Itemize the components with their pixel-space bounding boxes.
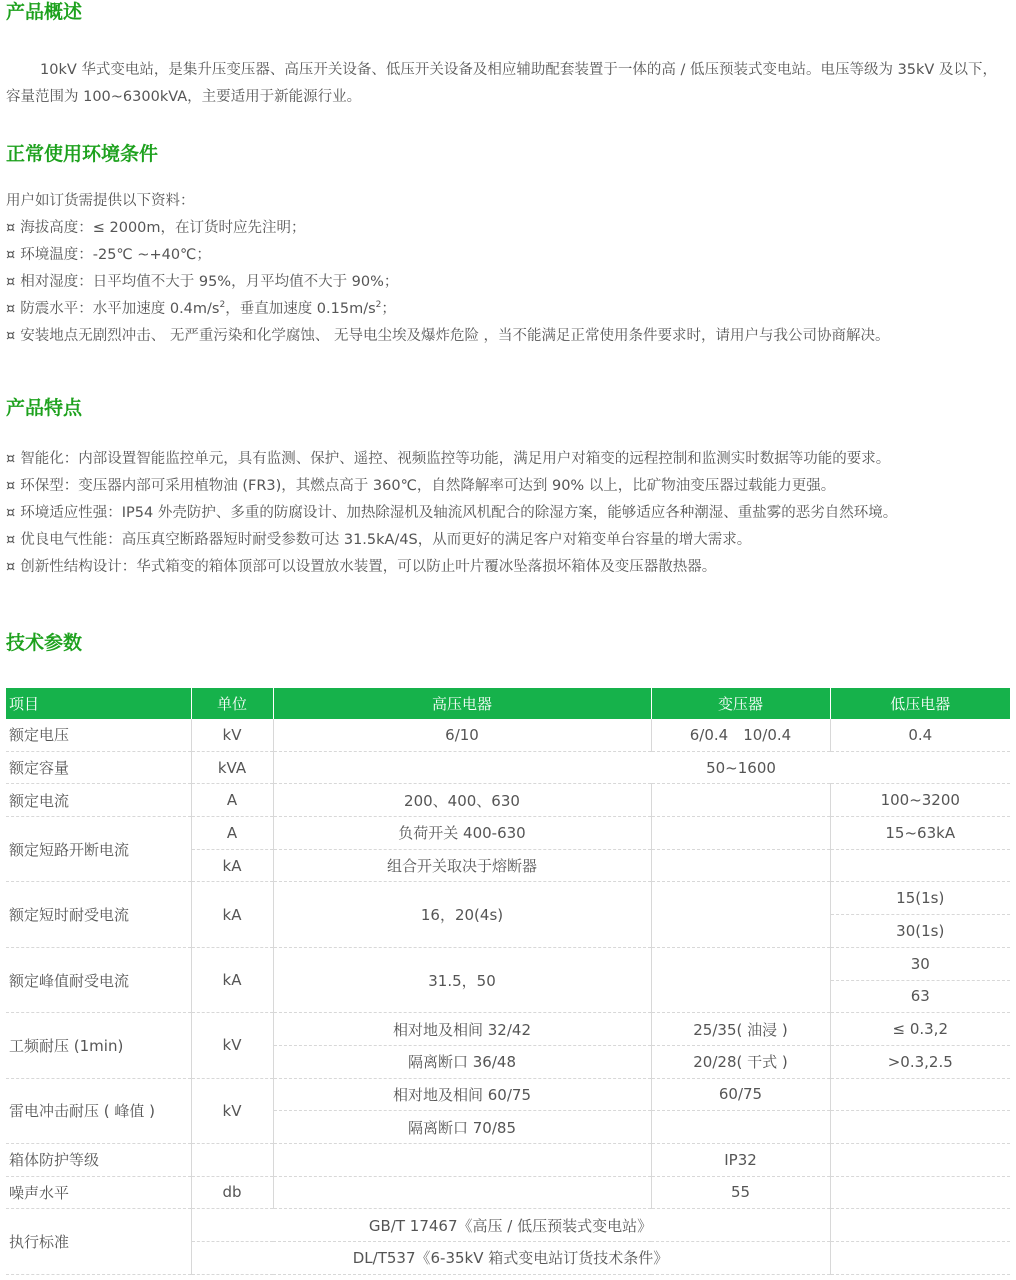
- row-item: 工频耐压 (1min): [6, 1013, 191, 1078]
- row-transformer: IP32: [651, 1143, 830, 1176]
- row-lv: [830, 1176, 1010, 1209]
- bullet-icon: ¤: [6, 274, 16, 290]
- bullet-icon: ¤: [6, 532, 16, 548]
- row-item: 额定容量: [6, 751, 191, 784]
- row-unit: kV: [191, 1013, 273, 1078]
- row-transformer: 20/28( 干式 ): [651, 1045, 830, 1078]
- feature-item-electrical: ¤ 优良电气性能：高压真空断路器短时耐受参数可达 31.5kA/4S，从而更好的满足客户对箱变单台容量的增大需求。: [6, 532, 752, 548]
- table-row: [6, 882, 1010, 915]
- row-lv: 30: [830, 947, 1010, 980]
- col-header-hv: 高压电器: [273, 688, 651, 719]
- row-hv: 200、400、630: [273, 784, 651, 817]
- row-transformer: [651, 784, 830, 817]
- row-lv: [830, 849, 1010, 882]
- row-transformer: [651, 947, 830, 1012]
- table-row: [6, 1013, 1010, 1046]
- row-transformer: 25/35( 油浸 ): [651, 1013, 830, 1046]
- row-item: 额定电流: [6, 784, 191, 817]
- row-lv: 15(1s): [830, 882, 1010, 915]
- row-lv: [830, 1143, 1010, 1176]
- table-row: [6, 817, 1010, 850]
- row-unit: kA: [191, 947, 273, 1012]
- row-lv: [830, 1111, 1010, 1144]
- row-unit: kV: [191, 719, 273, 751]
- feature-item-adaptability: ¤ 环境适应性强：IP54 外壳防护、多重的防腐设计、加热除湿机及轴流风机配合的除湿方案，能够适应各种潮湿、重盐雾的恶劣自然环境。: [6, 505, 898, 521]
- bullet-icon: ¤: [6, 478, 16, 494]
- row-hv: 31.5，50: [273, 947, 651, 1012]
- row-unit: kA: [191, 849, 273, 882]
- overview-paragraph: 10kV 华式变电站，是集升压变压器、高压开关设备、低压开关设备及相应辅助配套装置于一体的高 / 低压预装式变电站。电压等级为 35kV 及以下，容量范围为 100~6300kVA，主要适用于新能源行业。: [6, 62, 997, 105]
- bullet-icon: ¤: [6, 220, 16, 236]
- row-item: 额定短时耐受电流: [6, 882, 191, 947]
- bullet-icon: ¤: [6, 301, 16, 317]
- row-capacity-value: 50~1600: [273, 751, 1010, 784]
- row-hv: 相对地及相间 60/75: [273, 1078, 651, 1111]
- row-unit: db: [191, 1176, 273, 1209]
- tech-params-table: [6, 688, 1010, 1275]
- row-lv: [830, 1242, 1010, 1275]
- row-item: 额定电压: [6, 719, 191, 751]
- row-item: 雷电冲击耐压 ( 峰值 ): [6, 1078, 191, 1143]
- row-unit: A: [191, 817, 273, 850]
- row-item: 噪声水平: [6, 1176, 191, 1209]
- row-lv: [830, 1078, 1010, 1111]
- row-lv: 100~3200: [830, 784, 1010, 817]
- bullet-icon: ¤: [6, 328, 16, 344]
- row-lv: 15~63kA: [830, 817, 1010, 850]
- table-row: [6, 784, 1010, 817]
- row-hv: 16，20(4s): [273, 882, 651, 947]
- bullet-icon: ¤: [6, 247, 16, 263]
- col-header-transformer: 变压器: [651, 688, 830, 719]
- row-transformer: 60/75: [651, 1078, 830, 1111]
- env-item-installation: ¤ 安装地点无剧烈冲击、 无严重污染和化学腐蚀、 无导电尘埃及爆炸危险 ，当不能满足正常使用条件要求时，请用户与我公司协商解决。: [6, 328, 890, 344]
- table-row: [6, 751, 1010, 784]
- row-item: 箱体防护等级: [6, 1143, 191, 1176]
- bullet-icon: ¤: [6, 559, 16, 575]
- row-transformer: [651, 882, 830, 947]
- row-unit: kVA: [191, 751, 273, 784]
- col-header-lv: 低压电器: [830, 688, 1010, 719]
- table-row: [6, 1176, 1010, 1209]
- features-heading: 产品特点: [6, 397, 83, 419]
- row-transformer: [651, 849, 830, 882]
- row-transformer: [651, 817, 830, 850]
- row-hv: 负荷开关 400-630: [273, 817, 651, 850]
- row-transformer: [651, 1111, 830, 1144]
- row-hv: 组合开关取决于熔断器: [273, 849, 651, 882]
- env-item-humidity: ¤ 相对湿度：日平均值不大于 95%，月平均值不大于 90%；: [6, 274, 399, 290]
- row-item: 额定短路开断电流: [6, 817, 191, 882]
- overview-heading: 产品概述: [6, 1, 83, 23]
- row-item: 额定峰值耐受电流: [6, 947, 191, 1012]
- row-standard-b: DL/T537《6-35kV 箱式变电站订货技术条件》: [191, 1242, 830, 1275]
- row-item: 执行标准: [6, 1209, 191, 1274]
- row-transformer: 6/0.4 10/0.4: [651, 719, 830, 751]
- row-hv: [273, 1176, 651, 1209]
- table-row: [6, 947, 1010, 980]
- row-hv: 隔离断口 70/85: [273, 1111, 651, 1144]
- feature-item-eco: ¤ 环保型：变压器内部可采用植物油 (FR3)，其燃点高于 360℃，自然降解率可达到 90% 以上，比矿物油变压器过载能力更强。: [6, 478, 836, 494]
- row-lv: 30(1s): [830, 915, 1010, 948]
- col-header-unit: 单位: [191, 688, 273, 719]
- row-unit: A: [191, 784, 273, 817]
- table-row: [6, 1209, 1010, 1242]
- row-lv: ≤ 0.3,2: [830, 1013, 1010, 1046]
- env-item-seismic: ¤ 防震水平：水平加速度 $0.4m/s^2$，垂直加速度 $0.15m/s^2$；: [6, 300, 396, 317]
- table-row: [6, 1078, 1010, 1111]
- row-standard-a: GB/T 17467《高压 / 低压预装式变电站》: [191, 1209, 830, 1242]
- table-row: [6, 719, 1010, 751]
- env-heading: 正常使用环境条件: [6, 143, 159, 165]
- row-hv: 相对地及相间 32/42: [273, 1013, 651, 1046]
- col-header-item: 项目: [6, 688, 191, 719]
- feature-item-intelligent: ¤ 智能化：内部设置智能监控单元，具有监测、保护、遥控、视频监控等功能，满足用户对箱变的远程控制和监测实时数据等功能的要求。: [6, 451, 891, 467]
- feature-item-structure: ¤ 创新性结构设计：华式箱变的箱体顶部可以设置放水装置，可以防止叶片覆冰坠落损坏箱体及变压器散热器。: [6, 559, 717, 575]
- row-hv: 隔离断口 36/48: [273, 1045, 651, 1078]
- row-unit: kV: [191, 1078, 273, 1143]
- row-lv: 0.4: [830, 719, 1010, 751]
- row-lv: [830, 1209, 1010, 1242]
- row-hv: [273, 1143, 651, 1176]
- env-intro: 用户如订货需提供以下资料：: [6, 193, 195, 209]
- table-header-row: [6, 688, 1010, 719]
- row-unit: kA: [191, 882, 273, 947]
- env-item-altitude: ¤ 海拔高度：≤ 2000m，在订货时应先注明；: [6, 220, 306, 236]
- row-lv: >0.3,2.5: [830, 1045, 1010, 1078]
- row-lv: 63: [830, 980, 1010, 1013]
- env-item-temperature: ¤ 环境温度：-25℃ ~+40℃；: [6, 247, 211, 263]
- bullet-icon: ¤: [6, 505, 16, 521]
- table-row: [6, 1143, 1010, 1176]
- row-hv: 6/10: [273, 719, 651, 751]
- row-unit: [191, 1143, 273, 1176]
- tech-heading: 技术参数: [6, 632, 83, 654]
- row-transformer: 55: [651, 1176, 830, 1209]
- bullet-icon: ¤: [6, 451, 16, 467]
